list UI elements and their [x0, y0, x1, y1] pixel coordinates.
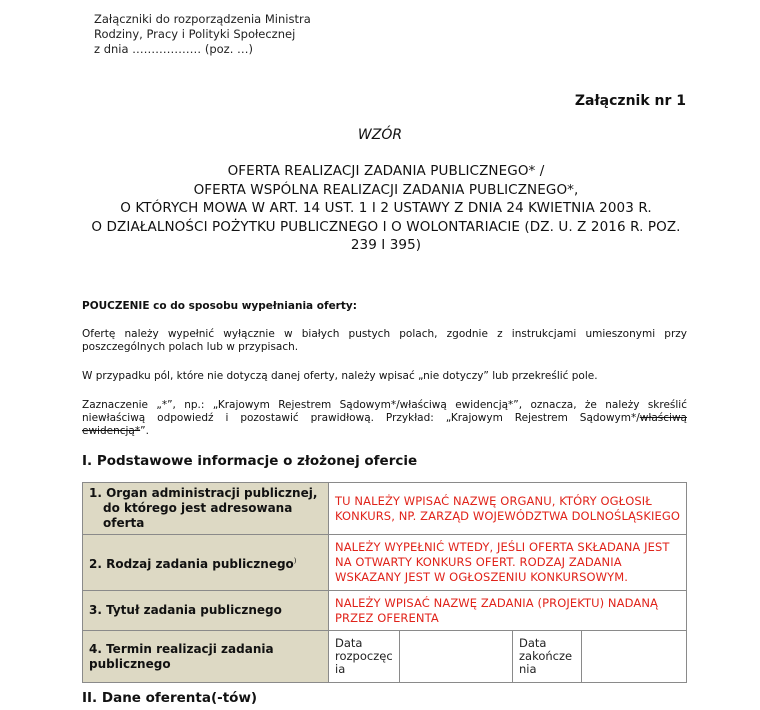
instructions-text: Zaznaczenie „*”, np.: „Krajowym Rejestrem Sądowym*/właściwą ewidencją*”, oznacza, że należy skreślić niewłaściwą odpowiedź i pozostawić prawidłową. Przykład: „Krajowym Rejestrem Sądowym*/	[82, 399, 687, 424]
row-label-text: 2. Rodzaj zadania publicznego	[89, 556, 294, 571]
title-line: O KTÓRYCH MOWA W ART. 14 UST. 1 I 2 USTAWY Z DNIA 24 KWIETNIA 2003 R.	[120, 200, 652, 216]
end-date-field[interactable]	[582, 631, 687, 683]
table-row	[83, 631, 687, 683]
row-label-text: do którego jest adresowana oferta	[103, 501, 293, 530]
row-label-authority	[83, 483, 329, 535]
instructions-text: ”.	[140, 425, 149, 437]
regulation-note-line: Załączniki do rozporządzenia Ministra	[94, 12, 311, 26]
title-line: 239 I 395)	[350, 237, 422, 253]
template-label: WZÓR	[357, 127, 403, 143]
row-label-task-title: 3. Tytuł zadania publicznego	[83, 591, 329, 631]
document-title	[80, 162, 692, 255]
row-label-task-type	[83, 535, 329, 591]
end-date-label: Data zakończe nia	[513, 631, 582, 683]
table-row	[83, 483, 687, 535]
regulation-note-line: Rodziny, Pracy i Polityki Społecznej	[94, 27, 296, 41]
title-line: OFERTA REALIZACJI ZADANIA PUBLICZNEGO* /	[227, 163, 545, 179]
row-label-text: 1. Organ administracji publicznej,	[89, 486, 318, 500]
table-row	[83, 591, 687, 631]
footnote-marker: )	[293, 556, 297, 565]
start-date-field[interactable]	[400, 631, 513, 683]
regulation-note	[94, 12, 311, 57]
start-date-label: Data rozpoczęc ia	[329, 631, 400, 683]
table-row	[83, 535, 687, 591]
section-heading-basic-info: I. Podstawowe informacje o złożonej ofercie	[82, 453, 418, 469]
instructions-paragraph: W przypadku pól, które nie dotyczą danej oferty, należy wpisać „nie dotyczy” lub przekreślić pole.	[82, 370, 598, 382]
annex-label: Załącznik nr 1	[574, 93, 686, 109]
row-label-term: 4. Termin realizacji zadania publicznego	[83, 631, 329, 683]
instructions-paragraph	[82, 399, 687, 438]
instructions-paragraph: Ofertę należy wypełnić wyłącznie w białych pustych polach, zgodnie z instrukcjami umieszonymi przy poszczególnych polach lub w przypisach.	[82, 328, 687, 353]
instructions-heading: POUCZENIE co do sposobu wypełniania oferty:	[82, 300, 357, 312]
basic-info-table	[82, 482, 687, 683]
regulation-note-line: z dnia ……………… (poz. …)	[94, 42, 253, 56]
task-type-field[interactable]: NALEŻY WYPEŁNIĆ WTEDY, JEŚLI OFERTA SKŁADANA JEST NA OTWARTY KONKURS OFERT. RODZAJ ZADANIA WSKAZANY JEST W OGŁOSZENIU KONKURSOWYM.	[329, 535, 687, 591]
title-line: OFERTA WSPÓLNA REALIZACJI ZADANIA PUBLICZNEGO*,	[193, 181, 579, 198]
task-title-field[interactable]: NALEŻY WPISAĆ NAZWĘ ZADANIA (PROJEKTU) NADANĄ PRZEZ OFERENTA	[329, 591, 687, 631]
section-heading-offeror: II. Dane oferenta(-tów)	[82, 690, 258, 706]
strikethrough-example: właściwą ewidencją*	[82, 412, 687, 437]
authority-field[interactable]: TU NALEŻY WPISAĆ NAZWĘ ORGANU, KTÓRY OGŁOSIŁ KONKURS, NP. ZARZĄD WOJEWÓDZTWA DOLNOŚLĄSKIEGO	[329, 483, 687, 535]
title-line: O DZIAŁALNOŚCI POŻYTKU PUBLICZNEGO I O WOLONTARIACIE (DZ. U. Z 2016 R. POZ.	[91, 218, 681, 235]
